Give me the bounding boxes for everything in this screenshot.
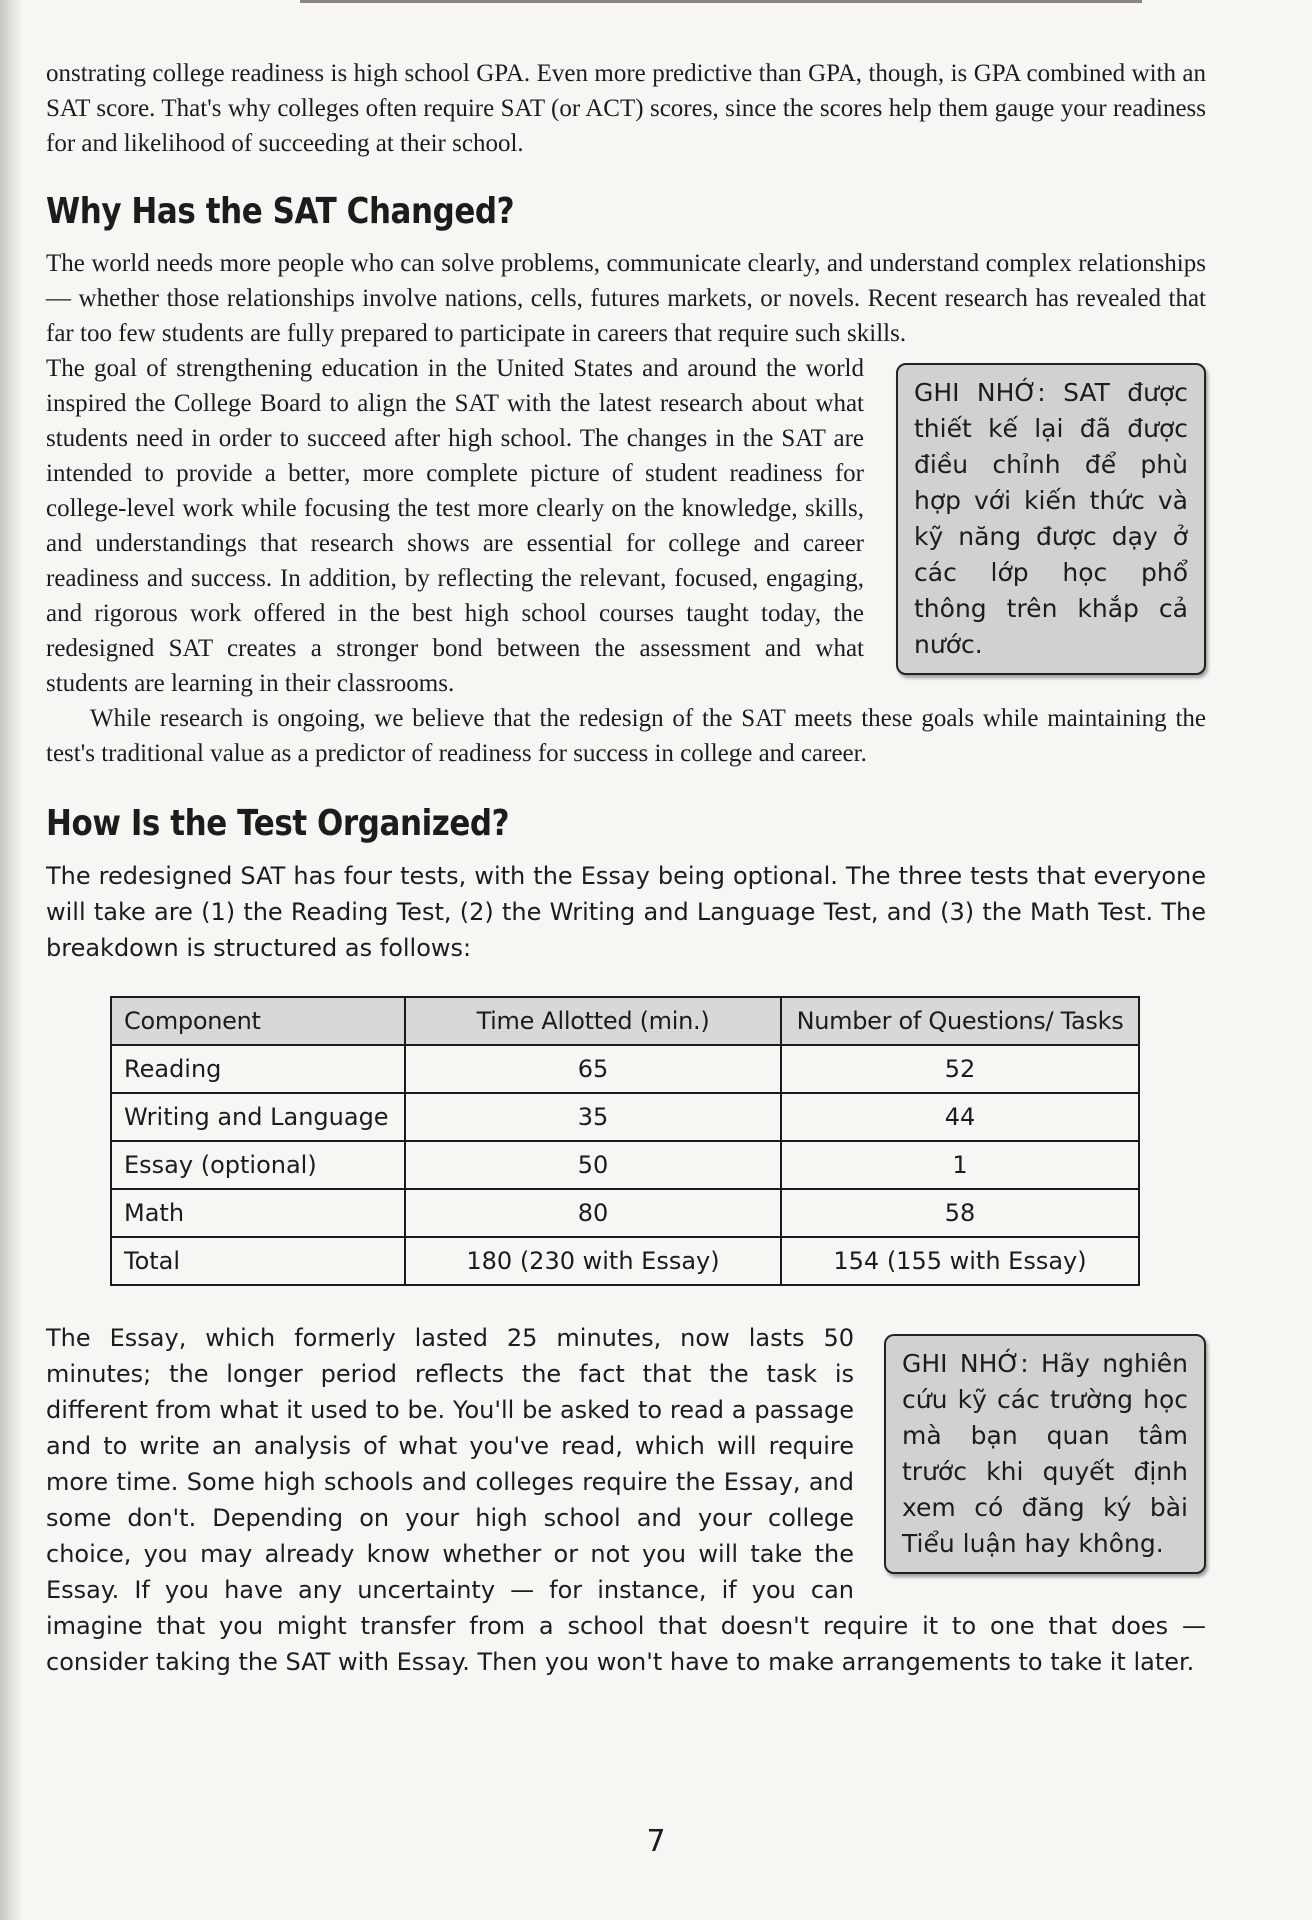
table-row: [111, 1141, 1139, 1189]
why-changed-paragraph-3: While research is ongoing, we believe that the redesign of the SAT meets these goals while maintaining the test's traditional value as a predictor of readiness for success in college and career.: [46, 705, 1206, 767]
table-row: [111, 1093, 1139, 1141]
cell-time: 65: [405, 1045, 781, 1093]
organized-paragraph-1: The redesigned SAT has four tests, with the Essay being optional. The three tests that everyone will take are (1) the Reading Test, (2) the Writing and Language Test, and (3) the Math Test. The breakdown is structured as follows:: [46, 862, 1206, 962]
cell-time: 35: [405, 1093, 781, 1141]
cell-questions: 52: [781, 1045, 1139, 1093]
page-number: 7: [646, 1824, 666, 1859]
table-row-total: [111, 1237, 1139, 1285]
heading-why-sat-changed: Why Has the SAT Changed?: [46, 191, 515, 232]
table-header-row: [111, 997, 1139, 1045]
cell-questions: 58: [781, 1189, 1139, 1237]
intro-paragraph: onstrating college readiness is high school GPA. Even more predictive than GPA, though, is GPA combined with an SAT score. That's why colleges often require SAT (or ACT) scores, since the scores help them gauge your readiness for and likelihood of succeeding at their school.: [46, 60, 1206, 157]
table-row: [111, 1189, 1139, 1237]
page-binding-shadow: [0, 0, 22, 1920]
reminder-box-redesign: [896, 363, 1206, 675]
reminder-label: GHI NHỚ:: [914, 378, 1046, 407]
cell-questions: 154 (155 with Essay): [781, 1237, 1139, 1285]
top-rule: [300, 0, 1142, 3]
reminder-box-essay: [884, 1334, 1206, 1574]
reminder-text: SAT được thiết kế lại đã được điều chỉnh để phù hợp với kiến thức và kỹ năng được dạy ở các lớp học phổ thông trên khắp cả nước.: [914, 378, 1188, 659]
cell-component: Essay (optional): [111, 1141, 405, 1189]
organized-paragraph-2: The Essay, which formerly lasted 25 minutes, now lasts 50 minutes; the longer period reflects the fact that the task is different from what it used to be. You'll be asked to read a passage and to write an analysis of what you've read, which will require more time. Some high schools and colleges require the Essay, and some don't. Depending on your high school and your college choice, you may already know whether or not you will take the Essay. If you have any uncertainty — for instance, if you can imagine that you might transfer from a school that doesn't require it to one that does — consider taking the SAT with Essay. Then you won't have to make arrangements to take it later.: [46, 1324, 1206, 1676]
cell-time: 80: [405, 1189, 781, 1237]
heading-test-organized: How Is the Test Organized?: [46, 803, 510, 844]
header-number-of-questions: Number of Questions/ Tasks: [781, 997, 1139, 1045]
why-changed-paragraph-1: The world needs more people who can solve problems, communicate clearly, and understand complex relationships — whether those relationships involve nations, cells, futures markets, or novels. Recent research has revealed that far too few students are fully prepared to participate in careers that require such skills.: [46, 250, 1206, 347]
table-row: [111, 1045, 1139, 1093]
test-breakdown-table: [110, 996, 1140, 1286]
test-breakdown-table-wrap: [110, 996, 1140, 1286]
cell-component: Total: [111, 1237, 405, 1285]
header-component: Component: [111, 997, 405, 1045]
cell-time: 180 (230 with Essay): [405, 1237, 781, 1285]
cell-questions: 44: [781, 1093, 1139, 1141]
organized-section: [46, 858, 1206, 1680]
cell-component: Reading: [111, 1045, 405, 1093]
reminder-label: GHI NHỚ:: [902, 1349, 1029, 1378]
why-changed-paragraph-2: The goal of strengthening education in the United States and around the world inspired the College Board to align the SAT with the latest research about what students need in order to succeed after high school. The changes in the SAT are intended to provide a better, more complete picture of student readiness for college-level work while focusing the test more clearly on the knowledge, skills, and understandings that research shows are essential for college and career readiness and success. In addition, by reflecting the relevant, focused, engaging, and rigorous work offered in the best high school courses taught today, the redesigned SAT creates a stronger bond between the assessment and what students are learning in their classrooms.: [46, 355, 864, 697]
page-content: [46, 56, 1206, 1680]
cell-time: 50: [405, 1141, 781, 1189]
header-time-allotted: Time Allotted (min.): [405, 997, 781, 1045]
cell-questions: 1: [781, 1141, 1139, 1189]
reminder-text: Hãy nghiên cứu kỹ các trường học mà bạn quan tâm trước khi quyết định xem có đăng ký bài Tiểu luận hay không.: [902, 1349, 1189, 1558]
cell-component: Math: [111, 1189, 405, 1237]
cell-component: Writing and Language: [111, 1093, 405, 1141]
